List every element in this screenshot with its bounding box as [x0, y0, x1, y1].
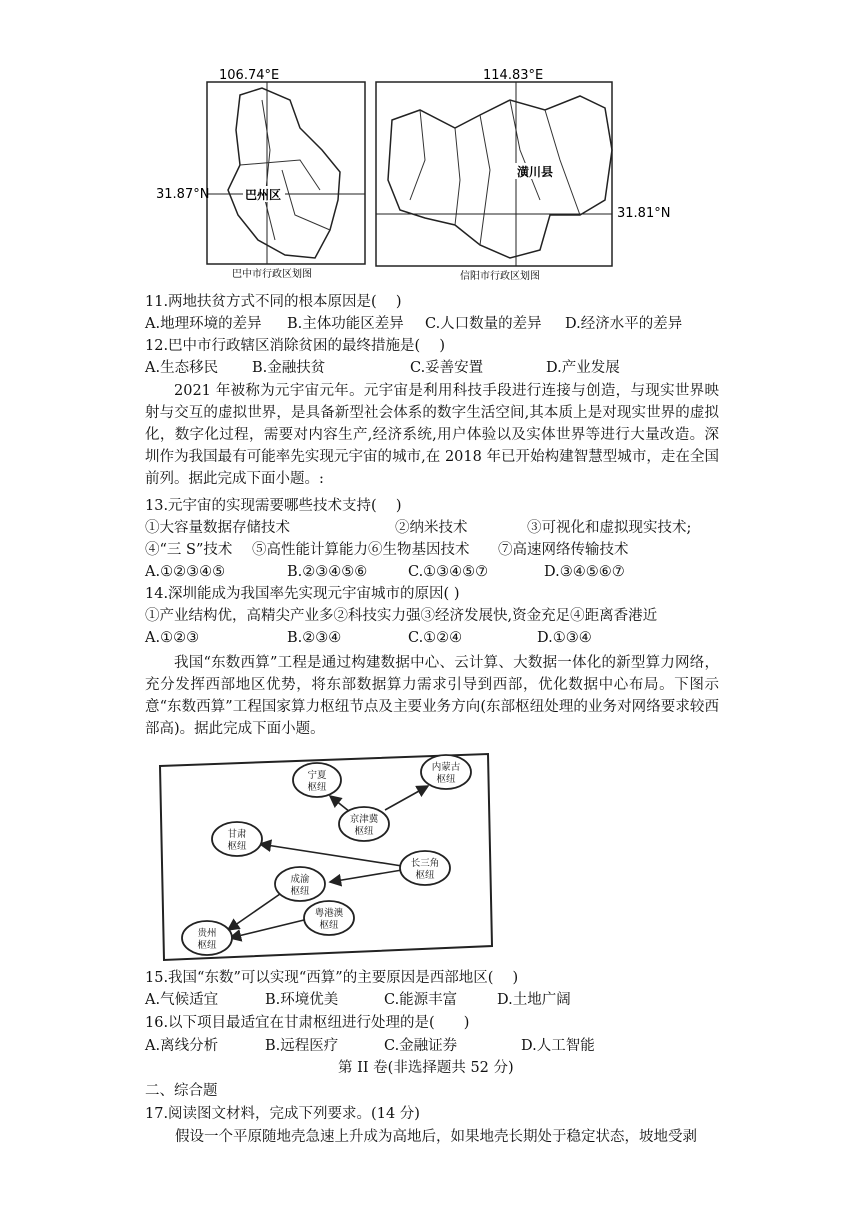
q11-stem: 11.两地扶贫方式不同的根本原因是( ): [145, 294, 402, 310]
xinyang-map: [376, 82, 612, 266]
arrow-csj-chengyu: [330, 870, 402, 882]
q15-option-a: A.气候适宜: [145, 992, 219, 1008]
node-guizhou-l2: 枢纽: [197, 940, 217, 951]
xinyang-caption: 信阳市行政区划图: [460, 271, 540, 282]
q15-option-d: D.土地广阔: [497, 992, 571, 1008]
q13-option-b: B.②③④⑤⑥: [287, 564, 368, 580]
q15-stem: 15.我国“东数”可以实现“西算”的主要原因是西部地区( ): [145, 970, 519, 986]
node-jingjinji-l1: 京津冀: [349, 814, 379, 825]
q14-option-d: D.①③④: [537, 630, 592, 646]
q13-opt7: ⑦高速网络传输技术: [498, 542, 629, 558]
xinyang-lat: 31.81°N: [617, 206, 671, 221]
q11-option-a: A.地理环境的差异: [145, 316, 262, 332]
node-gansu-l1: 甘肃: [227, 829, 247, 840]
q13-opt3: ③可视化和虚拟现实技术;: [527, 520, 692, 536]
bazhong-caption: 巴中市行政区划图: [232, 269, 312, 280]
q16-option-a: A.离线分析: [145, 1038, 219, 1054]
q14-option-a: A.①②③: [145, 630, 200, 646]
q16-option-d: D.人工智能: [521, 1038, 595, 1054]
q16-option-c: C.金融证券: [384, 1038, 458, 1054]
q13-opt2: ②纳米技术: [395, 520, 468, 536]
node-yuegangao-l1: 粤港澳: [314, 908, 344, 919]
passage-metaverse: 2021 年被称为元宇宙元年。元宇宙是利用科技手段进行连接与创造，与现实世界映射与交互的虚拟世界，是具备新型社会体系的数字生活空间,其本质上是对现实世界的虚拟化，数字化过程，需要对内容生产,经济系统,用户体验以及实体世界等进行大量改造。深圳作为我国最有可能率先实现元宇宙的城市,在 2018 年已开始构建智慧型城市，走在全国前列。据此完成下面小题。:: [145, 383, 719, 487]
q15-option-c: C.能源丰富: [384, 992, 458, 1008]
node-guizhou-l1: 贵州: [197, 928, 217, 939]
q13-option-a: A.①②③④⑤: [145, 564, 226, 580]
node-gansu-l2: 枢纽: [227, 841, 247, 852]
computing-hub-diagram: [0, 748, 860, 968]
q13-stem: 13.元宇宙的实现需要哪些技术支持( ): [145, 498, 402, 514]
node-yuegangao-l2: 枢纽: [319, 920, 339, 931]
bazhong-lon: 106.74°E: [219, 68, 280, 83]
q13-opt4: ④“三 S”技术: [145, 542, 233, 558]
arrow-gba-guizhou: [230, 920, 304, 938]
bazhong-map: [207, 82, 365, 264]
q14-option-c: C.①②④: [408, 630, 463, 646]
q11-option-c: C.人口数量的差异: [425, 316, 542, 332]
q15-option-b: B.环境优美: [265, 992, 339, 1008]
q12-option-b: B.金融扶贫: [252, 360, 326, 376]
q12-option-c: C.妥善安置: [410, 360, 484, 376]
q12-option-d: D.产业发展: [546, 360, 620, 376]
q11-option-d: D.经济水平的差异: [565, 316, 683, 332]
node-chengyu-l2: 枢纽: [290, 886, 310, 897]
q17-paragraph: 假设一个平原随地壳急速上升成为高地后，如果地壳长期处于稳定状态，坡地受剥: [175, 1129, 697, 1145]
q17-stem: 17.阅读图文材料，完成下列要求。(14 分): [145, 1106, 420, 1122]
q14-statements: ①产业结构优，高精尖产业多②科技实力强③经济发展快,资金充足④距离香港近: [145, 608, 658, 624]
node-changsanjiao-l2: 枢纽: [415, 870, 435, 881]
q13-opt5: ⑤高性能计算能力⑥生物基因技术: [252, 542, 470, 558]
q12-option-a: A.生态移民: [145, 360, 219, 376]
node-ningxia-l1: 宁夏: [307, 770, 327, 781]
maps-figure: [0, 0, 860, 290]
q12-stem: 12.巴中市行政辖区消除贫困的最终措施是( ): [145, 338, 445, 354]
xinyang-lon: 114.83°E: [483, 68, 544, 83]
q11-option-b: B.主体功能区差异: [287, 316, 404, 332]
bazhong-lat: 31.87°N: [156, 187, 210, 202]
node-neimenggu-l1: 内蒙古: [431, 762, 461, 773]
arrow-chengyu-guizhou: [228, 894, 280, 930]
section2-heading: 二、综合题: [145, 1083, 218, 1099]
q14-option-b: B.②③④: [287, 630, 342, 646]
arrow-csj-gansu: [260, 844, 402, 866]
node-neimenggu-l2: 枢纽: [436, 774, 456, 785]
node-jingjinji-l2: 枢纽: [354, 826, 374, 837]
q14-stem: 14.深圳能成为我国率先实现元宇宙城市的原因( ): [145, 586, 460, 602]
node-ningxia-l2: 枢纽: [307, 782, 327, 793]
node-changsanjiao-l1: 长三角: [410, 858, 440, 869]
q16-option-b: B.远程医疗: [265, 1038, 339, 1054]
q13-option-d: D.③④⑤⑥⑦: [544, 564, 625, 580]
q13-opt1: ①大容量数据存储技术: [145, 520, 290, 536]
arrow-jjj-ningxia: [330, 796, 350, 812]
node-chengyu-l1: 成渝: [290, 874, 310, 885]
xinyang-label: 潢川县: [517, 165, 554, 179]
section2-title: 第 II 卷(非选择题共 52 分): [338, 1060, 514, 1076]
arrow-jjj-neimenggu: [385, 786, 428, 810]
bazhong-label: 巴州区: [245, 188, 282, 202]
q16-stem: 16.以下项目最适宜在甘肃枢纽进行处理的是( ): [145, 1015, 470, 1031]
q13-option-c: C.①③④⑤⑦: [408, 564, 489, 580]
passage-east-data-west-computing: 我国“东数西算”工程是通过构建数据中心、云计算、大数据一体化的新型算力网络，充分发挥西部地区优势，将东部数据算力需求引导到西部，优化数据中心布局。下图示意“东数西算”工程国家算力枢纽节点及主要业务方向(东部枢纽处理的业务对网络要求较西部高)。据此完成下面小题。: [145, 655, 719, 737]
